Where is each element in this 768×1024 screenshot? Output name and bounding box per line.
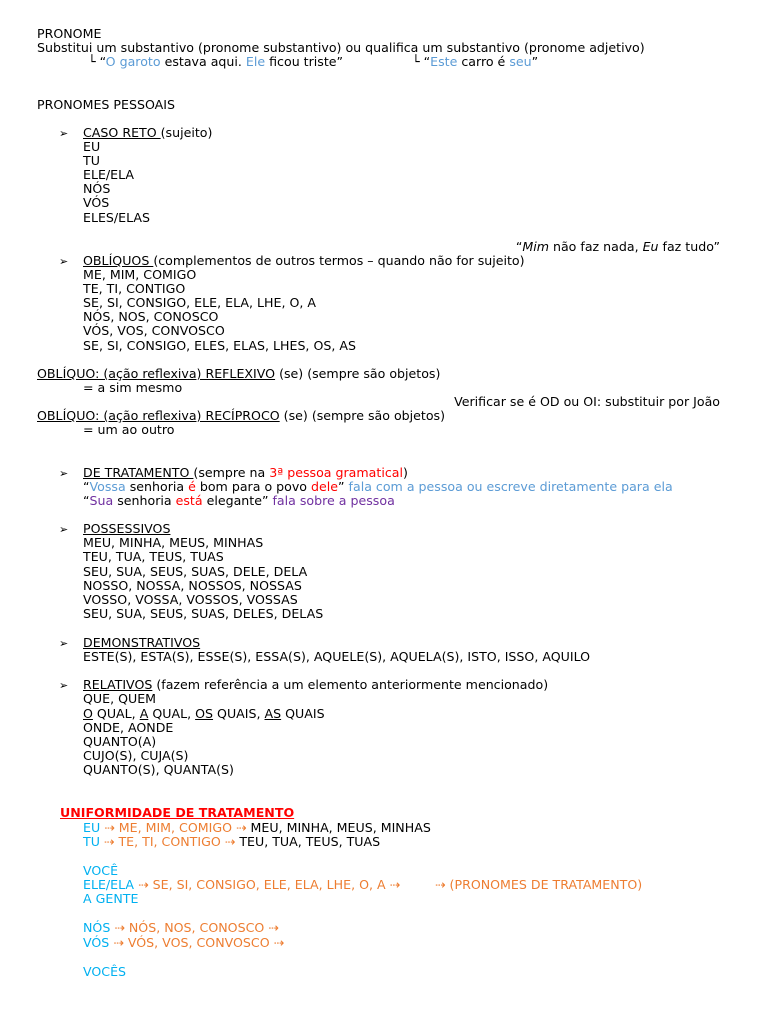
tratamento-note: ) (402, 465, 408, 480)
list-item: ELES/ELAS (83, 210, 151, 225)
list-item: SE, SI, CONSIGO, ELES, ELAS, LHES, OS, AS (83, 338, 356, 353)
pronoun: EU (83, 820, 101, 835)
list-item: NÓS (83, 181, 111, 196)
possessivos-title: POSSESSIVOS (83, 521, 171, 536)
quote-emphasis: Eu (642, 239, 659, 254)
pronoun: NÓS (83, 920, 111, 935)
arrowhead-bullet-icon: ➢ (59, 679, 69, 692)
example-word: seu (509, 54, 532, 69)
list-item: SEU, SUA, SEUS, SUAS, DELES, DELAS (83, 606, 324, 621)
arrowhead-bullet-icon: ➢ (59, 523, 69, 536)
list-item: NOSSO, NOSSA, NOSSOS, NOSSAS (83, 578, 302, 593)
example-text: estava aqui. (160, 54, 246, 69)
pronoun: VÓS (83, 935, 110, 950)
tratamento-note: (sempre na (193, 465, 270, 480)
tratamento-example-2 (83, 494, 395, 508)
tratamento-note-highlight: 3ª pessoa gramatical (269, 465, 403, 480)
obliquo-forms: ⇢ VÓS, VOS, CONVOSCO ⇢ (109, 935, 285, 950)
list-item: ESTE(S), ESTA(S), ESSE(S), ESSA(S), AQUELE(S), AQUELA(S), ISTO, ISSO, AQUILO (83, 649, 591, 664)
example-text: ficou triste” (265, 54, 344, 69)
list-item: TE, TI, CONTIGO (83, 281, 186, 296)
example-text: “ (83, 479, 90, 494)
reflexivo-note: (se) (sempre são objetos) (275, 366, 441, 381)
corner-mark: └ “ (412, 54, 431, 69)
example-text: senhoria (125, 479, 189, 494)
example-comment: fala sobre a pessoa (272, 493, 395, 508)
list-item: ELE/ELA (83, 167, 135, 182)
example-word: Ele (245, 54, 266, 69)
obliquo-forms: ⇢ NÓS, NOS, CONOSCO ⇢ (110, 920, 279, 935)
reciproco-desc: = um ao outro (83, 422, 175, 437)
list-item: QUANTO(S), QUANTA(S) (83, 762, 234, 777)
uniformidade-voces: VOCÊS (83, 964, 127, 979)
list-item: ONDE, AONDE (83, 720, 174, 735)
pronoun: TU (83, 834, 100, 849)
uniformidade-tu (83, 835, 380, 849)
section-heading-pessoais: PRONOMES PESSOAIS (37, 97, 175, 112)
example-comment: fala com a pessoa ou escreve diretamente para ela (348, 479, 673, 494)
arrowhead-bullet-icon: ➢ (59, 255, 69, 268)
doc-title: PRONOME (37, 26, 102, 41)
tratamento-title (83, 466, 408, 480)
list-item: TEU, TUA, TEUS, TUAS (83, 549, 224, 564)
arrowhead-bullet-icon: ➢ (59, 127, 69, 140)
intro-example-2 (412, 55, 538, 69)
example-word: é (188, 479, 196, 494)
reciproco-title (37, 409, 445, 423)
example-word: dele (311, 479, 339, 494)
uniformidade-vos (83, 936, 284, 950)
uniformidade-eu (83, 821, 431, 835)
example-text: senhoria (113, 493, 176, 508)
obliquos-title (83, 254, 525, 268)
tratamento-label: DE TRATAMENTO (83, 465, 194, 480)
relativos-label: RELATIVOS (83, 677, 153, 692)
uniformidade-tratamento-note: ⇢ (PRONOMES DE TRATAMENTO) (435, 877, 643, 892)
tratamento-example-1 (83, 480, 673, 494)
uniformidade-ele (83, 878, 400, 892)
example-text: bom para o povo (195, 479, 312, 494)
verificar-note: Verificar se é OD ou OI: substituir por João (454, 394, 720, 409)
quote-emphasis: Mim (522, 239, 549, 254)
list-item: EU (83, 139, 101, 154)
example-text: “ (83, 493, 90, 508)
relativos-title (83, 678, 548, 692)
article: O (83, 706, 93, 721)
caso-reto-label: CASO RETO (83, 125, 161, 140)
caso-reto-title (83, 126, 212, 140)
example-word: Sua (89, 493, 114, 508)
pronoun: ELE/ELA (83, 877, 135, 892)
list-item: MEU, MINHA, MEUS, MINHAS (83, 535, 264, 550)
reciproco-note: (se) (sempre são objetos) (279, 408, 446, 423)
list-item: TU (83, 153, 100, 168)
example-word: Vossa (89, 479, 126, 494)
list-item: VÓS, VOS, CONVOSCO (83, 323, 225, 338)
example-word: O garoto (105, 54, 161, 69)
quote-mim-eu (516, 240, 720, 254)
obliquo-forms: ⇢ SE, SI, CONSIGO, ELE, ELA, LHE, O, A ⇢ (134, 877, 401, 892)
uniformidade-a-gente: A GENTE (83, 891, 139, 906)
example-word: Este (430, 54, 458, 69)
quote-text: “ (515, 239, 523, 254)
article: AS (264, 706, 282, 721)
list-item: NÓS, NOS, CONOSCO (83, 309, 219, 324)
article: A (139, 706, 149, 721)
list-item: VÓS (83, 195, 110, 210)
list-item: QUE, QUEM (83, 691, 157, 706)
corner-mark: └ “ (88, 54, 106, 69)
obliquos-label: OBLÍQUOS (83, 253, 154, 268)
list-item: QUANTO(A) (83, 734, 157, 749)
list-item: SE, SI, CONSIGO, ELE, ELA, LHE, O, A (83, 295, 316, 310)
uniformidade-title: UNIFORMIDADE DE TRATAMENTO (60, 805, 295, 820)
list-item: SEU, SUA, SEUS, SUAS, DELE, DELA (83, 564, 308, 579)
list-item (83, 707, 325, 721)
example-text: ” (338, 479, 349, 494)
possessive-forms: TEU, TUA, TEUS, TUAS (239, 834, 381, 849)
reflexivo-desc: = a sim mesmo (83, 380, 183, 395)
obliquo-forms: ⇢ TE, TI, CONTIGO ⇢ (99, 834, 240, 849)
list-item: ME, MIM, COMIGO (83, 267, 197, 282)
demonstrativos-title: DEMONSTRATIVOS (83, 635, 201, 650)
caso-reto-note: (sujeito) (160, 125, 213, 140)
quote-text: não faz nada, (548, 239, 643, 254)
example-text: carro é (457, 54, 510, 69)
list-item: VOSSO, VOSSA, VOSSOS, VOSSAS (83, 592, 298, 607)
arrowhead-bullet-icon: ➢ (59, 467, 69, 480)
reciproco-label: OBLÍQUO: (ação reflexiva) RECÍPROCO (37, 408, 280, 423)
example-word: está (175, 493, 203, 508)
uniformidade-voce: VOCÊ (83, 863, 119, 878)
reflexivo-label: OBLÍQUO: (ação reflexiva) REFLEXIVO (37, 366, 276, 381)
uniformidade-nos (83, 921, 279, 935)
list-text: QUAL, (92, 706, 140, 721)
quote-text: faz tudo” (658, 239, 720, 254)
list-text: QUAIS, (213, 706, 265, 721)
obliquo-forms: ⇢ ME, MIM, COMIGO ⇢ (100, 820, 251, 835)
reflexivo-title (37, 367, 440, 381)
list-item: CUJO(S), CUJA(S) (83, 748, 189, 763)
example-text: elegante” (202, 493, 273, 508)
list-text: QUAL, (148, 706, 196, 721)
arrowhead-bullet-icon: ➢ (59, 637, 69, 650)
obliquos-note: (complementos de outros termos – quando não for sujeito) (153, 253, 525, 268)
possessive-forms: MEU, MINHA, MEUS, MINHAS (250, 820, 431, 835)
article: OS (195, 706, 214, 721)
list-text: QUAIS (281, 706, 325, 721)
definition: Substitui um substantivo (pronome substantivo) ou qualifica um substantivo (pronome adjetivo) (37, 40, 645, 55)
example-text: ” (531, 54, 539, 69)
relativos-note: (fazem referência a um elemento anteriormente mencionado) (152, 677, 549, 692)
intro-example-1 (88, 55, 343, 69)
